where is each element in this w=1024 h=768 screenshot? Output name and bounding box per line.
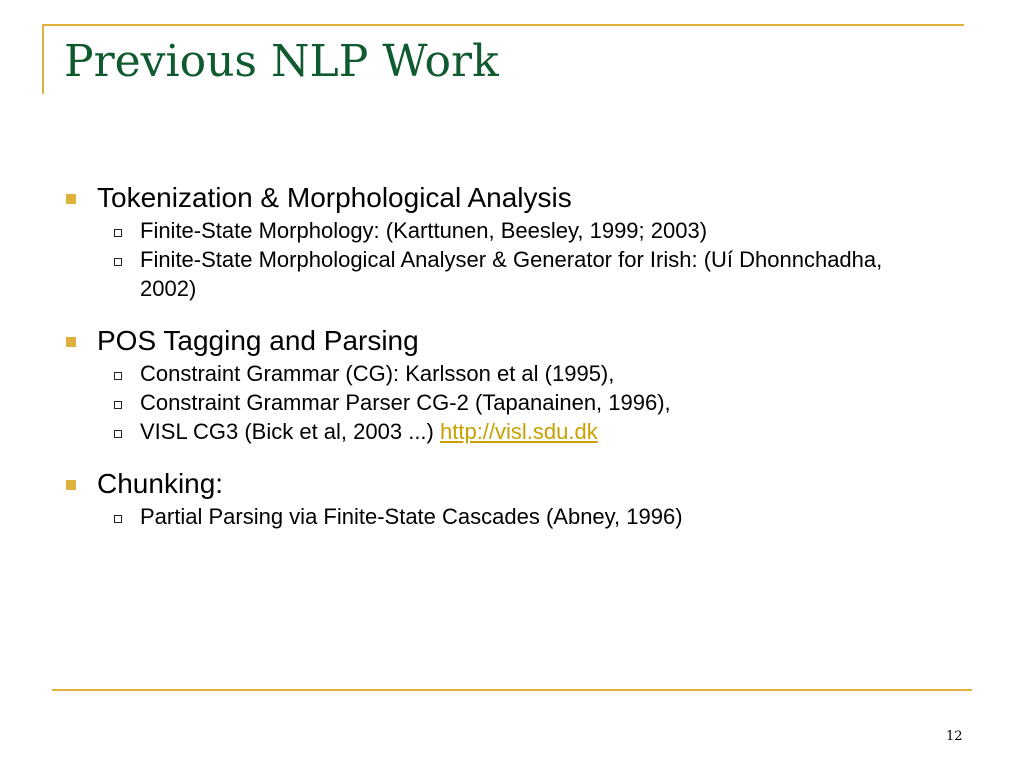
hollow-square-bullet-icon	[114, 515, 122, 523]
frame-bottom-rule	[52, 689, 972, 691]
frame-top-rule	[42, 24, 964, 26]
visl-link[interactable]: http://visl.sdu.dk	[440, 419, 598, 444]
hollow-square-bullet-icon	[114, 258, 122, 266]
sub-item-label: VISL CG3 (Bick et al, 2003 ...)	[140, 419, 434, 444]
sub-item-text: Partial Parsing via Finite-State Cascades (Abney, 1996)	[140, 504, 683, 529]
section-heading: Chunking:	[97, 468, 224, 499]
square-bullet-icon	[66, 337, 76, 347]
page-number: 12	[946, 729, 963, 744]
slide-title: Previous NLP Work	[64, 36, 499, 87]
section-pos-tagging	[64, 323, 964, 446]
square-bullet-icon	[66, 194, 76, 204]
section-tokenization	[64, 180, 964, 303]
bullet-level1	[64, 180, 964, 216]
hollow-square-bullet-icon	[114, 229, 122, 237]
bullet-level1	[64, 323, 964, 359]
hollow-square-bullet-icon	[114, 372, 122, 380]
sub-item-text: Constraint Grammar (CG): Karlsson et al (1995),	[140, 361, 615, 386]
square-bullet-icon	[66, 480, 76, 490]
bullet-level2	[114, 359, 964, 388]
section-heading: POS Tagging and Parsing	[97, 325, 419, 356]
hollow-square-bullet-icon	[114, 401, 122, 409]
section-chunking	[64, 466, 964, 531]
frame-left-rule	[42, 24, 44, 94]
bullet-level2	[114, 417, 964, 446]
bullet-level2	[114, 502, 964, 531]
bullet-level2	[114, 245, 964, 303]
sub-item-text: Finite-State Morphological Analyser & Generator for Irish: (Uí Dhonnchadha, 2002)	[140, 247, 883, 301]
bullet-level2	[114, 388, 964, 417]
bullet-level1	[64, 466, 964, 502]
hollow-square-bullet-icon	[114, 430, 122, 438]
section-heading: Tokenization & Morphological Analysis	[97, 182, 572, 213]
slide-content	[64, 180, 964, 551]
sub-item-text: Constraint Grammar Parser CG-2 (Tapanainen, 1996),	[140, 390, 671, 415]
sub-item-text: Finite-State Morphology: (Karttunen, Beesley, 1999; 2003)	[140, 218, 708, 243]
sub-item-text	[140, 417, 598, 446]
bullet-level2	[114, 216, 964, 245]
